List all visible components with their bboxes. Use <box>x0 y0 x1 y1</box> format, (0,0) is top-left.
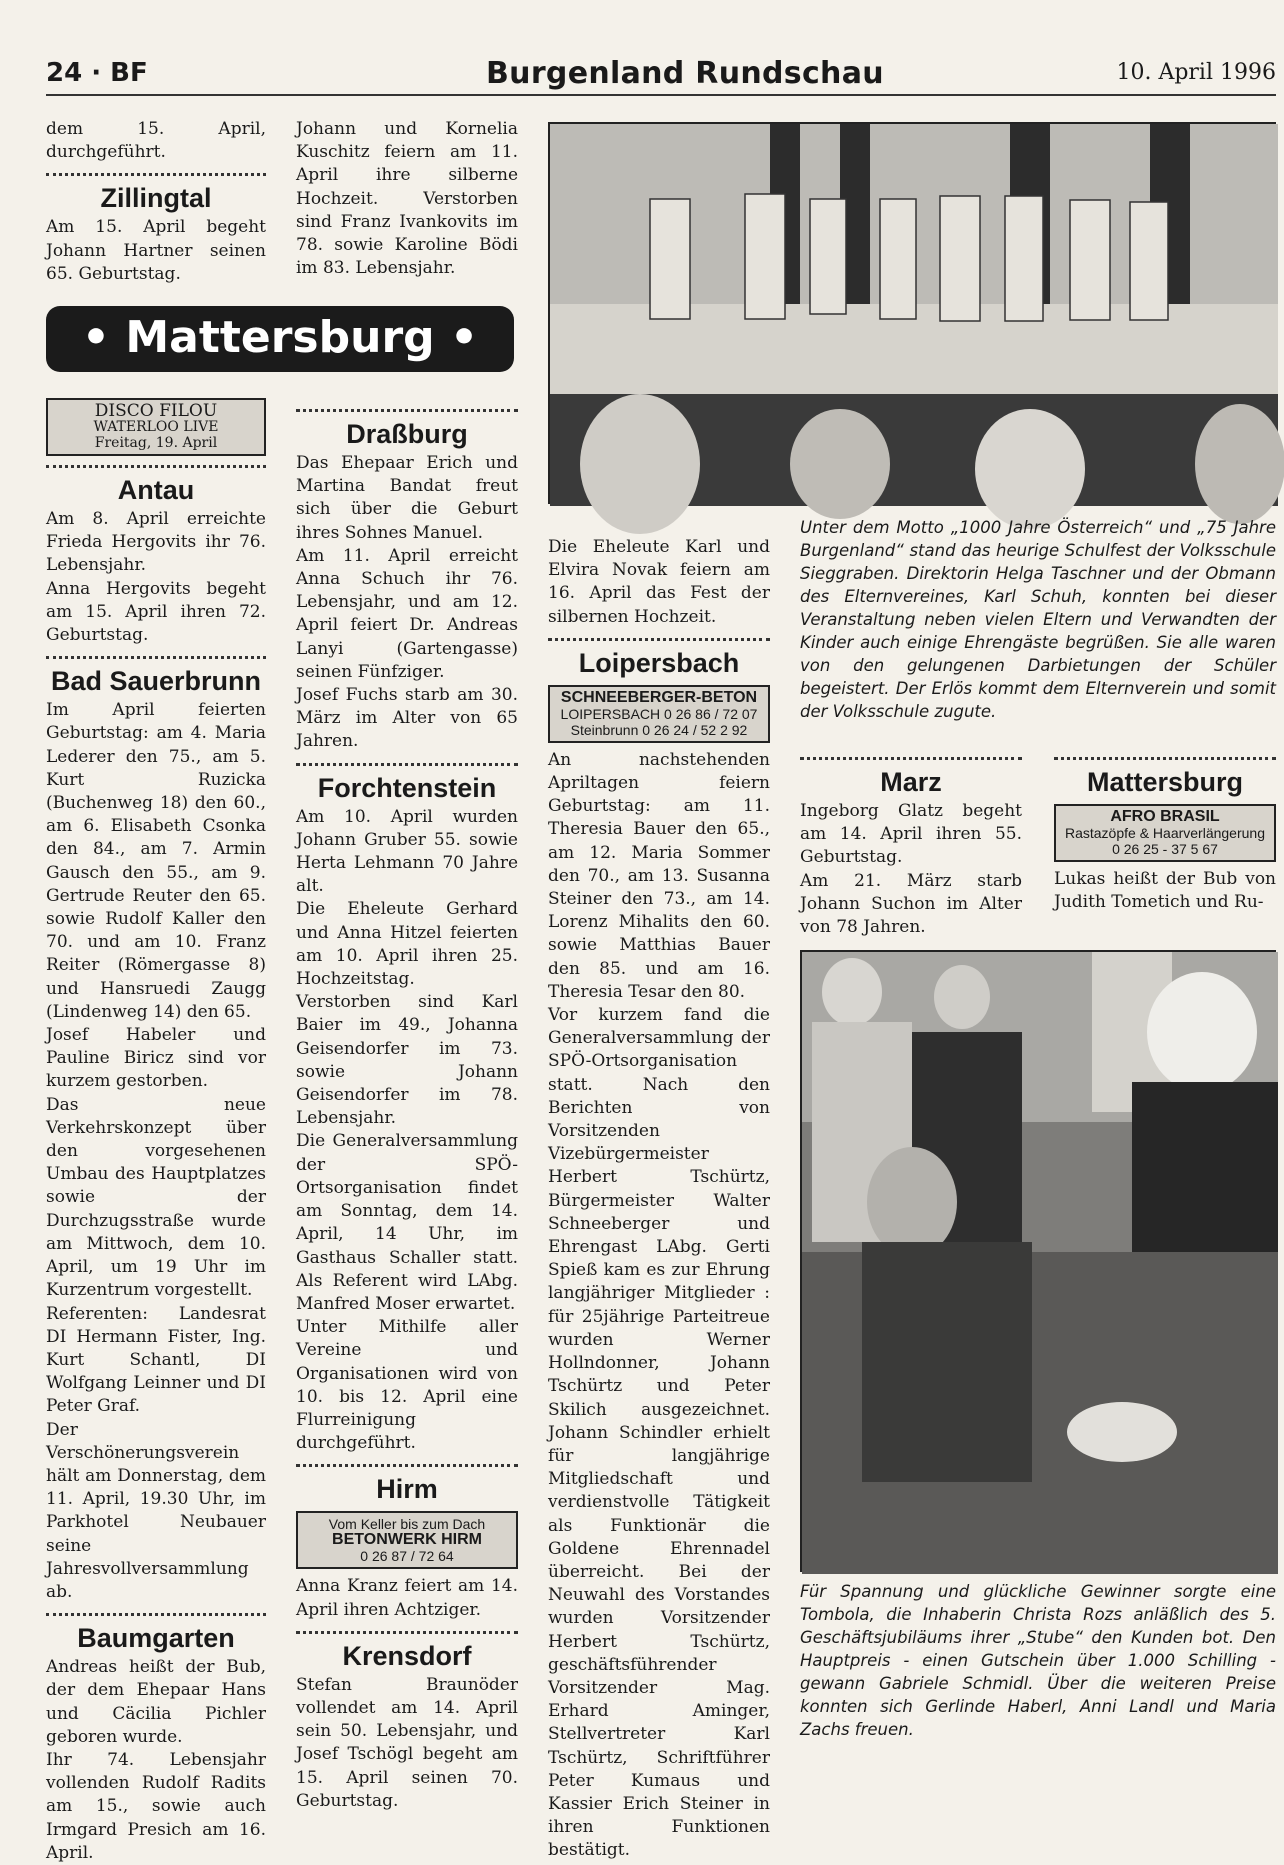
divider <box>296 409 518 412</box>
column-4 <box>800 748 1022 939</box>
section-heading: Mattersburg <box>1086 767 1243 797</box>
column-2 <box>296 400 518 1813</box>
section-banner: • Mattersburg • <box>46 306 514 372</box>
article-text: Stefan Braunöder vollendet am 14. April sein 50. Lebensjahr, und Josef Tschögl begeht am 15. April seinen 70. Geburtstag. <box>296 1674 518 1811</box>
column-1 <box>46 392 266 1865</box>
section-heading: Baumgarten <box>77 1623 235 1654</box>
section-heading: Forchtenstein <box>317 772 497 803</box>
divider <box>46 656 266 659</box>
article-text: Referenten: Landesrat DI Hermann Fister, Ing. Kurt Schantl, DI Wolfgang Leinner und DI Peter Graf. <box>46 1303 266 1417</box>
article-text: Lukas heißt der Bub von Judith Tometich und Ru- <box>1054 869 1276 913</box>
divider <box>296 1631 518 1634</box>
section-heading: Krensdorf <box>342 1640 472 1671</box>
ad-line: 0 26 25 - 37 5 67 <box>1112 841 1218 857</box>
divider <box>296 1464 518 1467</box>
section-heading: Zillingtal <box>100 183 212 214</box>
section-heading: Marz <box>880 767 942 797</box>
section-heading: Bad Sauerbrunn <box>50 666 262 697</box>
photo-tombola-graphic <box>802 952 1278 1574</box>
advertisement <box>548 685 770 743</box>
column-2-top <box>296 118 518 280</box>
ad-line: WATERLOO LIVE <box>93 419 219 435</box>
column-3 <box>548 536 770 1863</box>
advertisement <box>46 398 266 456</box>
page-header <box>46 52 1276 96</box>
newspaper-title: Burgenland Rundschau <box>486 56 884 91</box>
article-text: Johann und Kornelia Kuschitz feiern am 11. April ihre silberne Hochzeit. Verstorben sind Franz Ivankovits im 78. sowie Karoline Bödi im 83. Lebensjahr. <box>296 119 518 279</box>
article-text: Der Verschönerungsverein hält am Donnerstag, dem 11. April, 19.30 Uhr, im Parkhotel Neubauer seine Jahresvollversammlung ab. <box>46 1419 266 1602</box>
ad-line: LOIPERSBACH 0 26 86 / 72 07 <box>560 705 758 722</box>
photo-school-festival <box>548 122 1276 504</box>
article-text: Die Generalversammlung der SPÖ-Ortsorganisation findet am Sonntag, dem 14. April, 14 Uhr, im Gasthaus Schaller statt. Als Referent wird LAbg. Manfred Moser erwartet. <box>296 1131 518 1314</box>
divider <box>46 1613 266 1616</box>
photo-school-festival-graphic <box>550 124 1278 506</box>
divider <box>46 173 266 176</box>
article-text: Das Ehepaar Erich und Martina Bandat freut sich über die Geburt ihres Sohnes Manuel. <box>296 453 518 543</box>
article-text: dem 15. April, durchgeführt. <box>46 119 266 163</box>
section-heading: Antau <box>117 475 195 505</box>
article-text: Josef Habeler und Pauline Biricz sind vor kurzem gestorben. <box>46 1025 266 1092</box>
advertisement <box>296 1511 518 1569</box>
divider <box>46 465 266 468</box>
article-text: Am 15. April begeht Johann Hartner seinen 65. Geburtstag. <box>46 217 266 284</box>
article-text: Verstorben sind Karl Baier im 49., Johanna Geisendorfer im 73. sowie Johann Geisendorfer im 78. Lebensjahr. <box>296 992 518 1129</box>
caption-school-festival: Unter dem Motto „1000 Jahre Österreich“ und „75 Jahre Burgenland“ stand das heurige Schulfest der Volksschule Sieggraben. Direktorin Helga Taschner und der Obmann des Elternvereines, Karl Schuh, konnten bei dieser Veranstaltung neben vielen Eltern und Verwandten der Kinder auch einige Ehrengäste begrüßen. Sie alle waren von den gelungenen Darbietungen der Schüler begeistert. Der Erlös kommt dem Elternverein und somit der Volksschule zugute. <box>800 518 1276 721</box>
article-text: Das neue Verkehrskonzept über den vorgesehenen Umbau des Hauptplatzes sowie der Durchzugsstraße wurde am Mittwoch, dem 10. April, um 19 Uhr im Kurzentrum vorgestellt. <box>46 1094 266 1301</box>
divider <box>800 757 1022 760</box>
article-text: Am 10. April wurden Johann Gruber 55. sowie Herta Lehmann 70 Jahre alt. <box>296 806 518 897</box>
caption-tombola: Für Spannung und glückliche Gewinner sorgte eine Tombola, die Inhaberin Christa Rozs anläßlich des 5. Geschäftsjubiläums ihrer „Stube“ den Kunden bot. Den Hauptpreis - einen Gutschein über 1.000 Schilling - gewann Gabriele Schmidl. Über die weiteren Preise konnten sich Gerlinde Haberl, Anni Landl und Maria Zachs freuen. <box>800 1582 1276 1739</box>
article-text: Vor kurzem fand die Generalversammlung der SPÖ-Ortsorganisation statt. Nach den Berichten von Vorsitzenden Vizebürgermeister Herbert Tschürtz, Bürgermeister Walter Schneeberger und Ehrengast LAbg. Gerti Spieß kam es zur Ehrung langjähriger Mitglieder : für 25jährige Parteitreue wurden Werner Hollndonner, Johann Tschürtz und Peter Skilich ausgezeichnet. Johann Schindler erhielt für langjährige Mitgliedschaft und verdienstvolle Tätigkeit als Funktionär die Goldene Ehrennadel überreicht. Bei der Neuwahl des Vorstandes wurden Vorsitzender Herbert Tschürtz, geschäftsführender Vorsitzender Mag. Erhard Aminger, Stellvertreter Karl Tschürtz, Schriftführer Peter Kumaus und Kassier Erich Steiner in ihren Funktionen bestätigt. <box>548 1005 770 1861</box>
divider <box>1054 757 1276 760</box>
article-text: Die Eheleute Gerhard und Anna Hitzel feierten am 10. April ihren 25. Hochzeitstag. <box>296 899 518 990</box>
article-text: Unter Mithilfe aller Vereine und Organisationen wird von 10. bis 12. April eine Flurreinigung durchgeführt. <box>296 1317 518 1454</box>
article-text: Die Eheleute Karl und Elvira Novak feiern am 16. April das Fest der silbernen Hochzeit. <box>548 537 770 627</box>
section-heading: Hirm <box>376 1474 438 1505</box>
article-text: An nachstehenden Apriltagen feiern Geburtstag: am 11. Theresia Bauer den 65., am 12. Maria Sommer den 70., am 13. Susanna Steiner den 73., am 14. Lorenz Mihalits den 60. sowie Matthias Bauer den 85. und am 16. Theresia Tesar den 80. <box>548 749 770 1002</box>
advertisement <box>1054 804 1276 862</box>
article-text: Anna Kranz feiert am 14. April ihren Achtziger. <box>296 1576 518 1620</box>
article-text: Andreas heißt der Bub, der dem Ehepaar Hans und Cäcilia Pichler geboren wurde. <box>46 1657 266 1747</box>
article-text: Ihr 74. Lebensjahr vollenden Rudolf Radits am 15., sowie auch Irmgard Presich am 16. April. <box>46 1749 266 1863</box>
article-text: Anna Hergovits begeht am 15. April ihren 72. Geburtstag. <box>46 578 266 646</box>
ad-line: DISCO FILOU <box>94 401 218 421</box>
article-text: Am 21. März starb Johann Suchon im Alter von 78 Jahren. <box>800 870 1022 938</box>
ad-line: SCHNEEBERGER-BETON <box>560 688 758 706</box>
ad-line: Rastazöpfe & Haarverlängerung <box>1064 825 1265 841</box>
column-5 <box>1054 748 1276 914</box>
ad-line: BETONWERK HIRM <box>332 1531 482 1549</box>
article-text: Ingeborg Glatz begeht am 14. April ihren 55. Geburtstag. <box>800 801 1022 868</box>
section-heading: Loipersbach <box>578 647 740 678</box>
article-text: Josef Fuchs starb am 30. März im Alter von 65 Jahren. <box>296 685 518 752</box>
photo-tombola <box>800 950 1276 1572</box>
page-number: 24 · BF <box>46 58 148 88</box>
article-text: Am 8. April erreichte Frieda Hergovits ihr 76. Lebensjahr. <box>46 509 266 576</box>
ad-line: Vom Keller bis zum Dach <box>328 1516 486 1533</box>
ad-line: AFRO BRASIL <box>1110 808 1220 825</box>
article-text: Im April feierten Geburtstag: am 4. Maria Lederer den 75., am 5. Kurt Ruzicka (Buchenweg 18) den 60., am 6. Elisabeth Csonka den 84., am 7. Armin Gausch den 55., am 9. Gertrude Reuter den 65. sowie Rudolf Kaller den 70. und am 10. Franz Reiter (Römergasse 8) und Hansruedi Zaugg (Lindenweg 14) den 65. <box>46 700 266 1022</box>
ad-line: Steinbrunn 0 26 24 / 52 2 92 <box>570 721 748 738</box>
ad-line: 0 26 87 / 72 64 <box>360 1548 454 1565</box>
divider <box>296 763 518 766</box>
ad-line: Freitag, 19. April <box>94 435 218 451</box>
section-heading: Draßburg <box>346 419 468 449</box>
article-text: Am 11. April erreicht Anna Schuch ihr 76. Lebensjahr, und am 12. April feiert Dr. Andreas Lanyi (Gartengasse) seinen Fünfziger. <box>296 545 518 682</box>
column-1-top <box>46 118 266 286</box>
issue-date: 10. April 1996 <box>1116 60 1276 85</box>
divider <box>548 638 770 641</box>
